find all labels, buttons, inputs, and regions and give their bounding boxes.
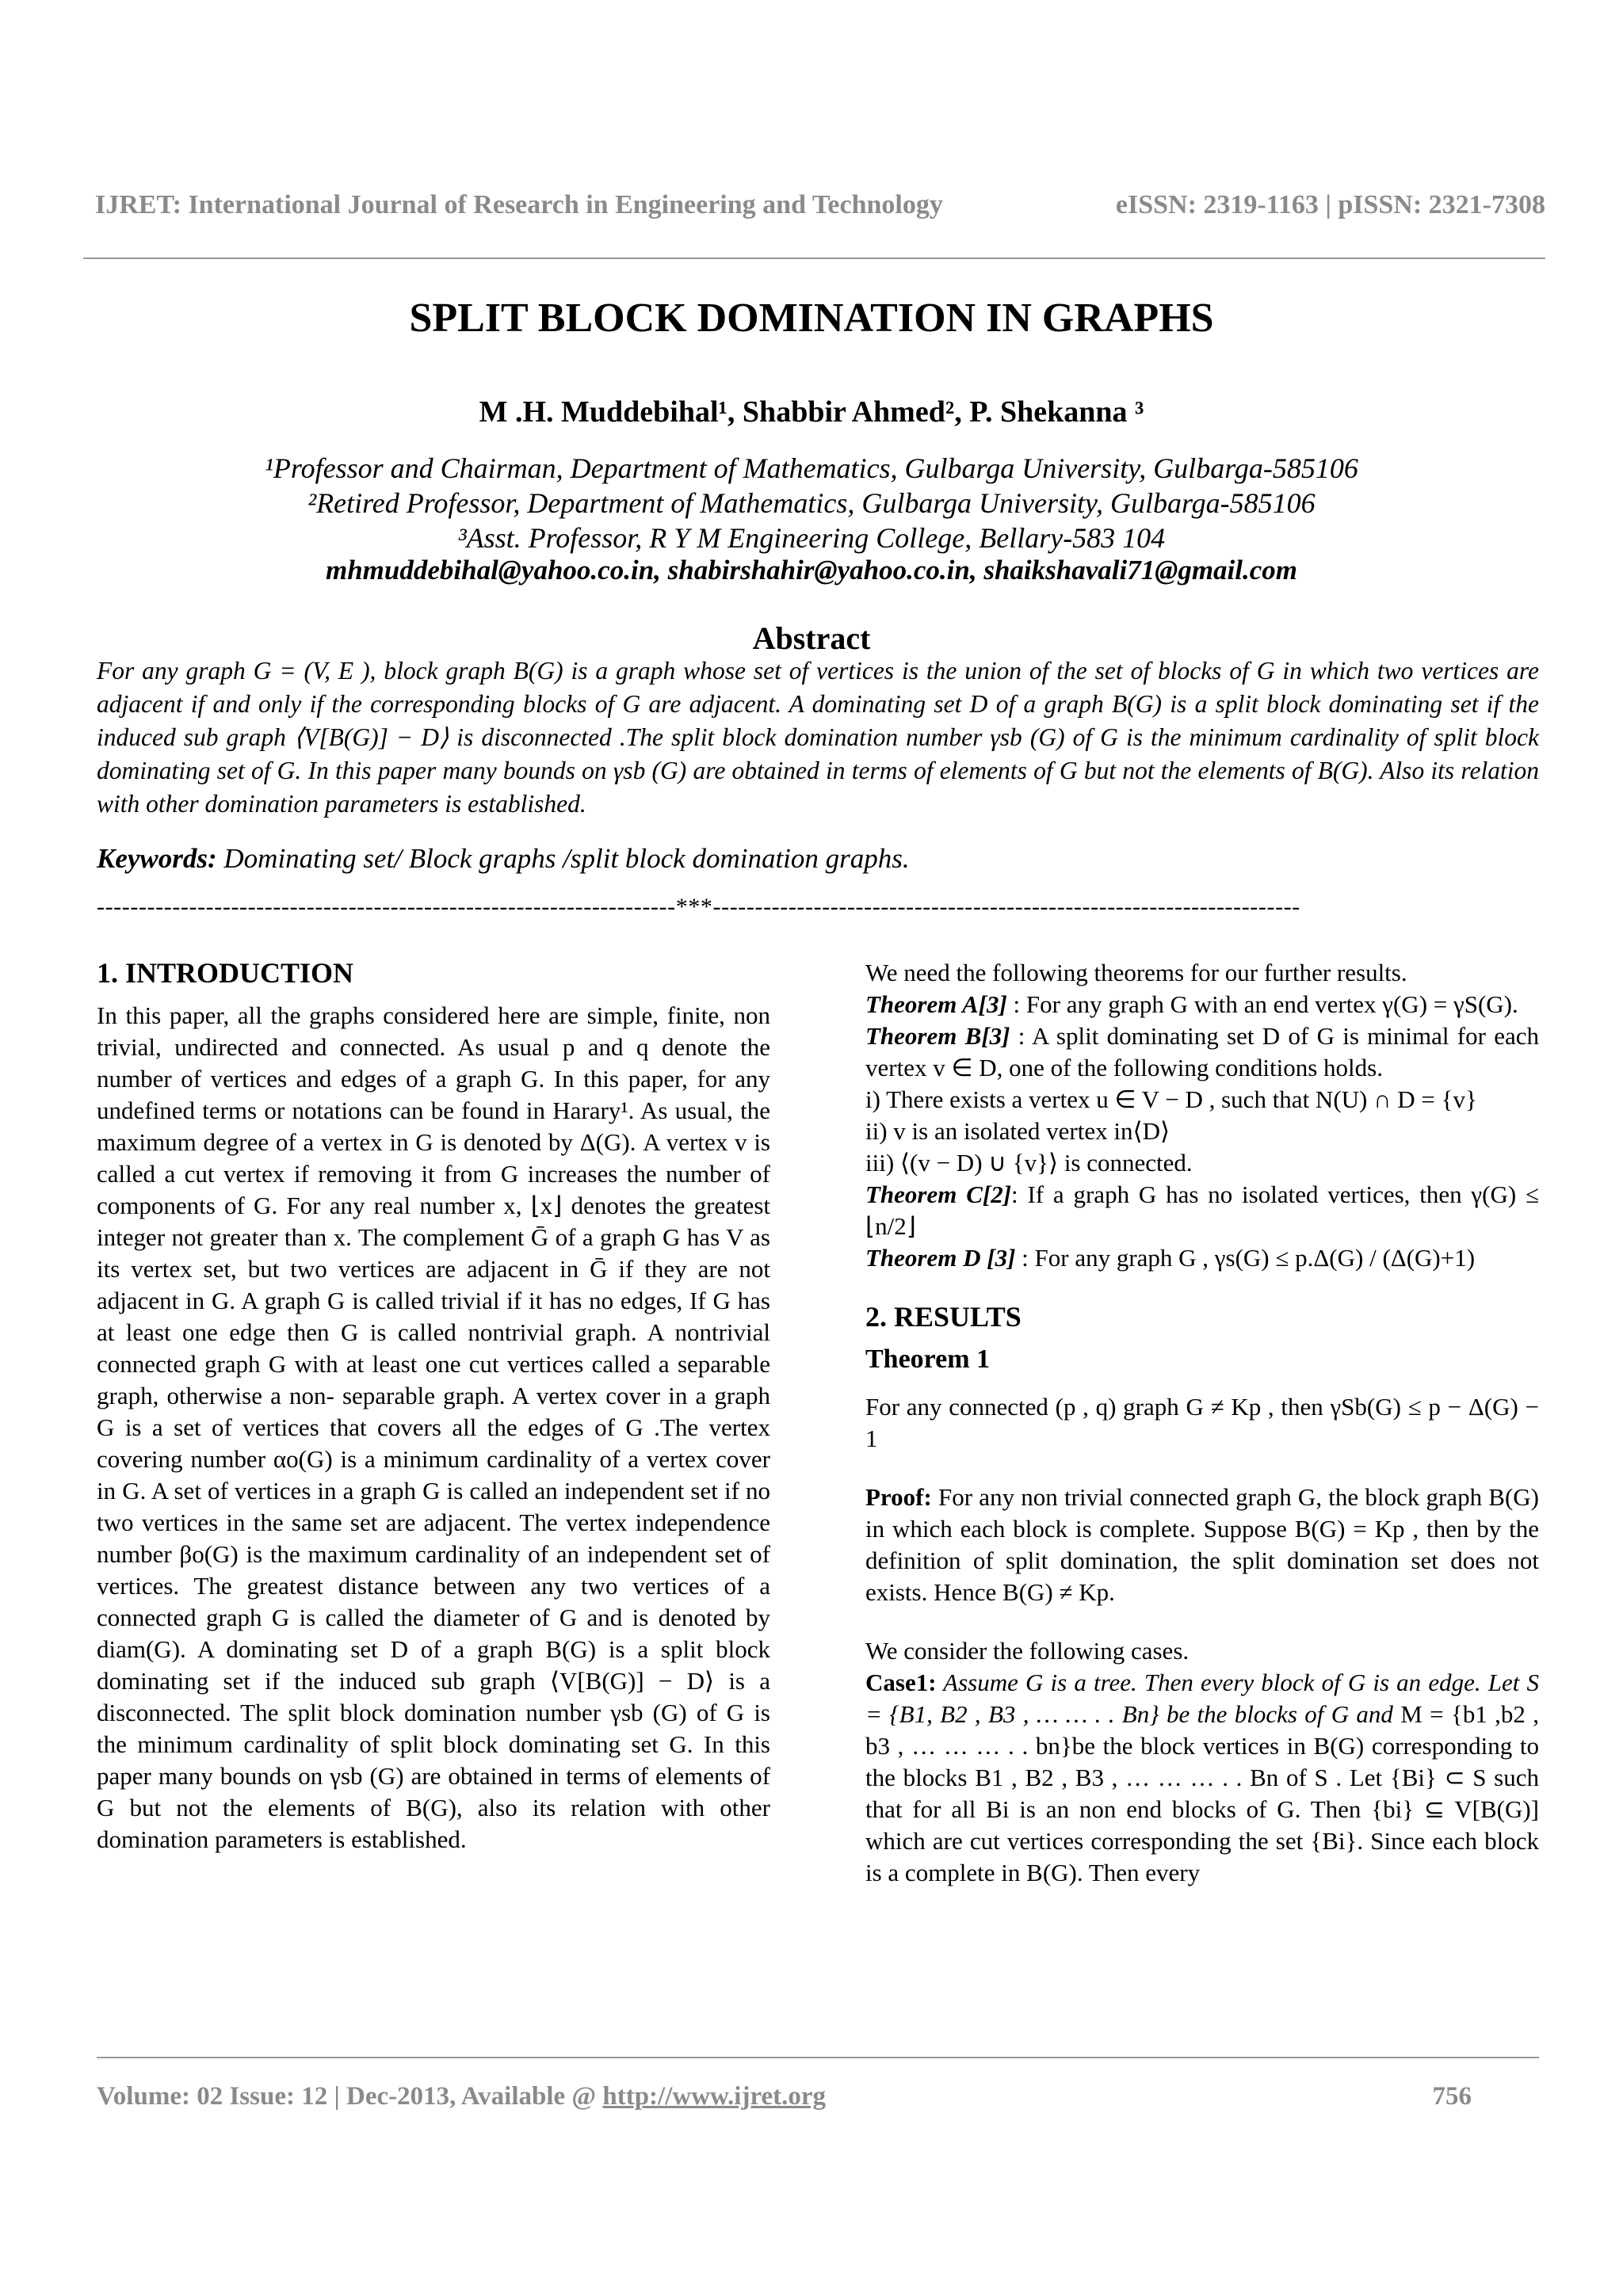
proof-text: For any non trivial connected graph G, the block graph B(G) in which each block is complete. Suppose B(G) = Kp , then by the definition of split domination, the split domination set does not exists. Hence B(G) ≠ Kp. <box>865 1483 1539 1606</box>
theorem-d <box>865 1242 1539 1274</box>
authors: M .H. Muddebihal¹, Shabbir Ahmed², P. Shekanna ³ <box>479 395 1144 429</box>
proof-label: Proof: <box>865 1483 932 1511</box>
case-1-text: M = {b1 ,b2 , b3 , … … … . . bn}be the block vertices in B(G) corresponding to the blocks B1 , B2 , B3 , … … … . . Bn of S . Let {Bi} ⊂ S such that for all Bi is an non end blocks of G. Then {bi} ⊆ V[B(G)] which are cut vertices corresponding the set {Bi}. Since each block is a complete in B(G). Then every <box>865 1700 1539 1886</box>
theorem-b <box>865 1020 1539 1084</box>
footer-volume-text: Volume: 02 Issue: 12 | Dec-2013, Available @ <box>97 2082 603 2111</box>
left-column <box>97 957 770 1855</box>
keywords-text: Dominating set/ Block graphs /split block domination graphs. <box>216 843 910 874</box>
theorem-b-label: Theorem B[3] <box>865 1022 1010 1050</box>
journal-link[interactable]: http://www.ijret.org <box>602 2082 827 2111</box>
case-1-label: Case1: <box>865 1669 937 1696</box>
theorem-c-text: : If a graph G has no isolated vertices, then γ(G) ≤ ⌊n/2⌋ <box>865 1180 1539 1240</box>
journal-name: IJRET: International Journal of Research in Engineering and Technology <box>95 190 943 219</box>
running-header <box>95 190 1545 220</box>
case-1-italic: Assume G is a tree. Then every block of G is an edge. Let S = {B1, B2 , B3 , … … . . Bn} be the blocks of G and <box>865 1669 1539 1728</box>
results-heading: 2. RESULTS <box>865 1301 1022 1333</box>
issn: eISSN: 2319-1163 | pISSN: 2321-7308 <box>1115 190 1545 219</box>
proof <box>865 1482 1539 1608</box>
paper-title: SPLIT BLOCK DOMINATION IN GRAPHS <box>409 296 1214 341</box>
section-separator: ---------------------------------------------------------------------***---------------------------------------------------------------------- <box>97 894 1300 920</box>
theorem-a-label: Theorem A[3] <box>865 990 1007 1018</box>
cases-intro: We consider the following cases. <box>865 1637 1190 1665</box>
footer <box>97 2082 1472 2111</box>
header-rule <box>83 257 1545 259</box>
theorem-d-text: : For any graph G , γs(G) ≤ p.Δ(G) / (Δ(G)+1) <box>1015 1244 1476 1272</box>
introduction-paragraph: In this paper, all the graphs considered here are simple, finite, non trivial, undirected and connected. As usual p and q denote the number of vertices and edges of a graph G. In this paper, for any undefined terms or notations can be found in Harary¹. As usual, the maximum degree of a vertex in G is denoted by Δ(G). A vertex v is called a cut vertex if removing it from G increases the number of components of G. For any real number x, ⌊x⌋ denotes the greatest integer not greater than x. The complement Ḡ of a graph G has V as its vertex set, but two vertices are adjacent in Ḡ if they are not adjacent in G. A graph G is called trivial if it has no edges, If G has at least one edge then G is called nontrivial graph. A nontrivial connected graph G with at least one cut vertices called a separable graph, otherwise a non- separable graph. A vertex cover in a graph G is a set of vertices that covers all the edges of G .The vertex covering number αo(G) is a minimum cardinality of a vertex cover in G. A set of vertices in a graph G is called an independent set if no two vertices in the same set are adjacent. The vertex independence number βo(G) is the maximum cardinality of an independent set of vertices. The greatest distance between any two vertices of a connected graph G is called the diameter of G and is denoted by diam(G). A dominating set D of a graph B(G) is a split block dominating set if the induced sub graph ⟨V[B(G)] − D⟩ is a disconnected. The split block domination number γsb (G) of G is the minimum cardinality of split block dominating set G. In this paper many bounds on γsb (G) are obtained in terms of elements of G but not the elements of B(G), also its relation with other domination parameters is established. <box>97 1001 770 1853</box>
abstract-heading: Abstract <box>752 620 871 656</box>
theorem-b-text: : A split dominating set D of G is minimal for each vertex v ∈ D, one of the following conditions holds. <box>865 1022 1539 1081</box>
abstract-text: For any graph G = (V, E ), block graph B(G) is a graph whose set of vertices is the union of the set of blocks of G in which two vertices are adjacent if and only if the corresponding blocks of G are adjacent. A dominating set D of a graph B(G) is a split block dominating set if the induced sub graph ⟨V[B(G)] − D⟩ is disconnected .The split block domination number γsb (G) of G is the minimum cardinality of split block dominating set of G. In this paper many bounds on γsb (G) are obtained in terms of elements of G but not the elements of B(G). Also its relation with other domination parameters is established. <box>97 657 1539 818</box>
affiliation-1: ¹Professor and Chairman, Department of Mathematics, Gulbarga University, Gulbarga-585106 <box>265 452 1358 484</box>
keywords-label: Keywords: <box>97 843 217 874</box>
footer-rule <box>97 2057 1539 2058</box>
theorem-a-text: : For any graph G with an end vertex γ(G) = γS(G). <box>1006 990 1518 1018</box>
theorem-1-text: For any connected (p , q) graph G ≠ Kp , then γSb(G) ≤ p − Δ(G) − 1 <box>865 1393 1539 1452</box>
footer-volume <box>97 2082 826 2111</box>
theorem-c-label: Theorem C[2] <box>865 1180 1012 1208</box>
theorems-intro: We need the following theorems for our further results. <box>865 959 1407 986</box>
theorem-a <box>865 989 1539 1020</box>
theorem-1-heading: Theorem 1 <box>865 1344 991 1374</box>
condition-ii: ii) v is an isolated vertex in⟨D⟩ <box>865 1117 1170 1145</box>
theorem-c <box>865 1179 1539 1242</box>
theorem-d-label: Theorem D [3] <box>865 1244 1016 1272</box>
author-emails: mhmuddebihal@yahoo.co.in, shabirshahir@yahoo.co.in, shaikshavali71@gmail.com <box>325 555 1298 585</box>
condition-iii: iii) ⟨(v − D) ∪ {v}⟩ is connected. <box>865 1149 1193 1177</box>
affiliation-2: ²Retired Professor, Department of Mathematics, Gulbarga University, Gulbarga-585106 <box>307 487 1316 519</box>
case-1 <box>865 1667 1539 1889</box>
introduction-heading: 1. INTRODUCTION <box>97 957 354 989</box>
right-column <box>865 957 1539 1889</box>
keywords <box>97 843 1539 875</box>
page-number: 756 <box>1432 2082 1472 2111</box>
affiliation-3: ³Asst. Professor, R Y M Engineering College, Bellary-583 104 <box>457 522 1166 554</box>
condition-i: i) There exists a vertex u ∈ V − D , such that N(U) ∩ D = {v} <box>865 1085 1477 1113</box>
